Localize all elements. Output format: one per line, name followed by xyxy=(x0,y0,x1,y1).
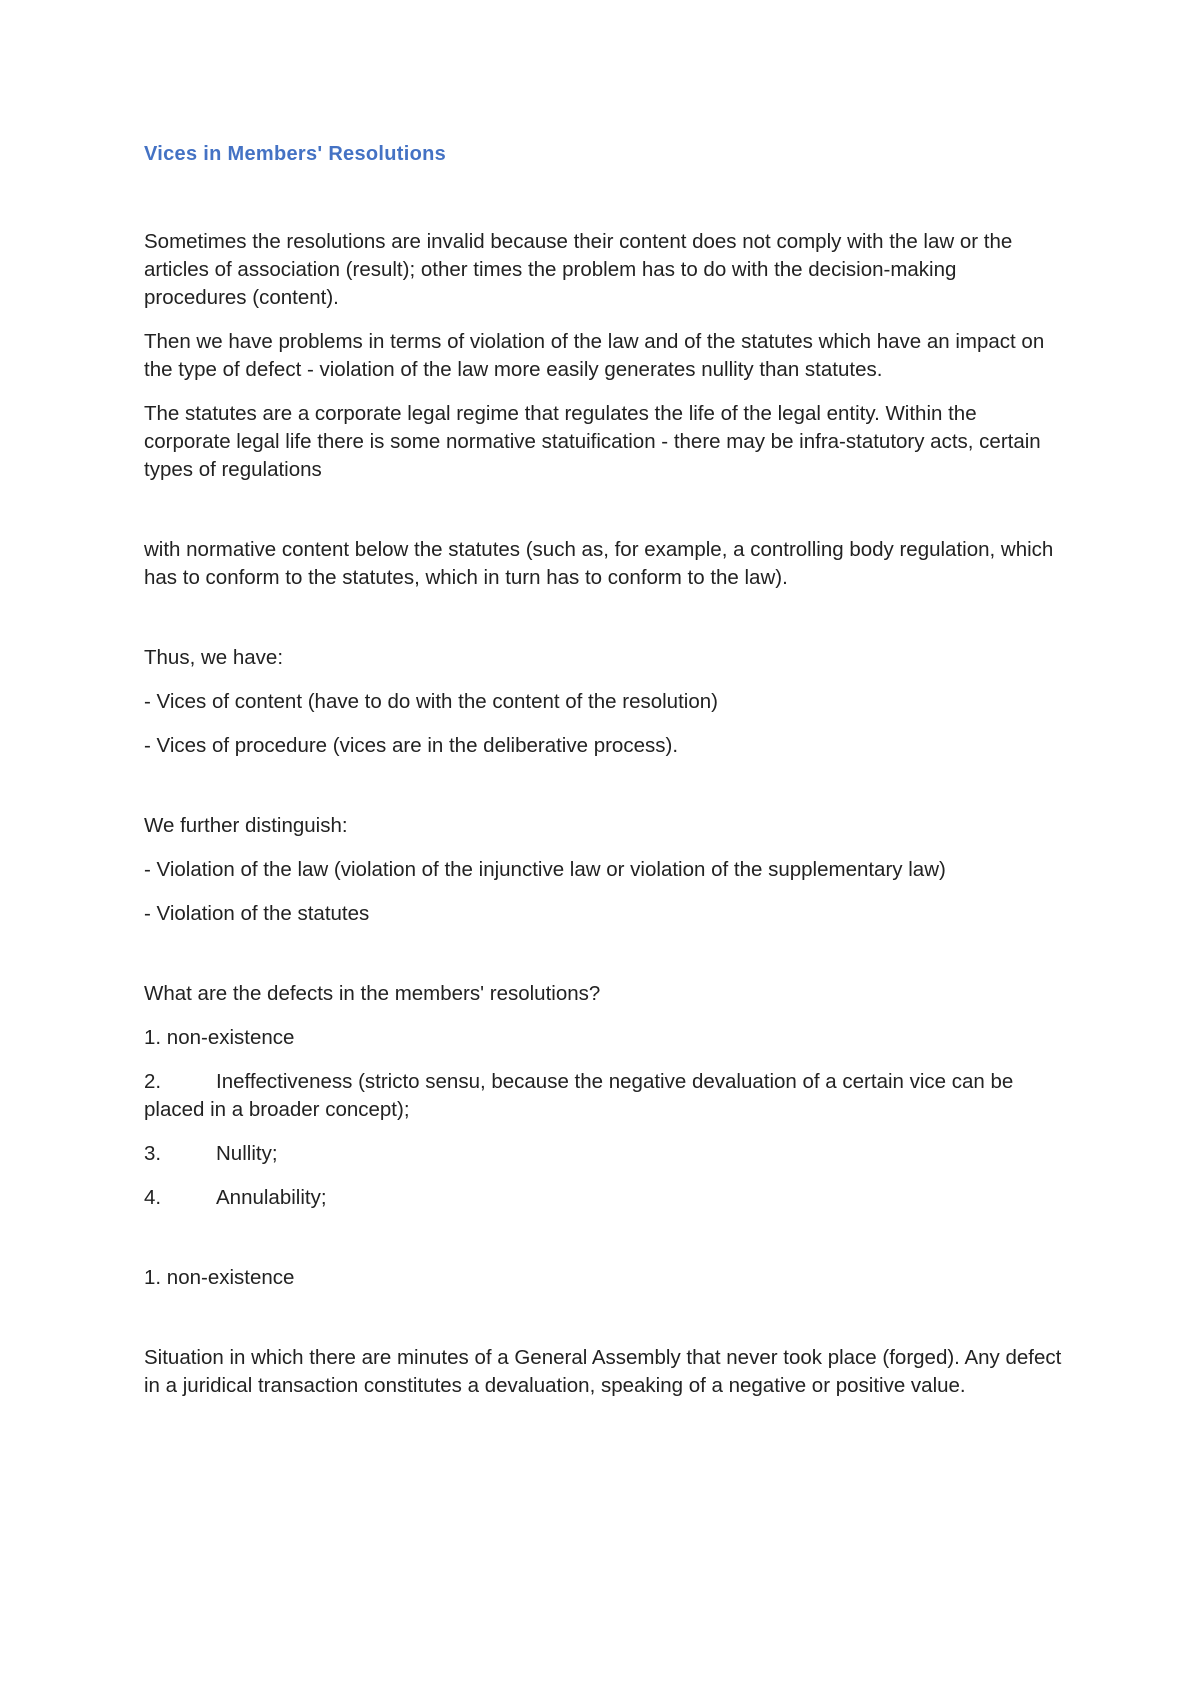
defects-item-3 xyxy=(144,1140,1064,1168)
defects-item-4-text: Annulability; xyxy=(216,1186,327,1209)
thus-item-2: - Vices of procedure (vices are in the deliberative process). xyxy=(144,734,679,757)
defects-item-1: 1. non-existence xyxy=(144,1026,295,1049)
defects-question: What are the defects in the members' resolutions? xyxy=(144,982,601,1005)
thus-intro: Thus, we have: xyxy=(144,646,284,669)
distinguish-item-1: - Violation of the law (violation of the injunctive law or violation of the supplementary law) xyxy=(144,858,946,881)
defects-item-3-text: Nullity; xyxy=(216,1142,278,1165)
distinguish-intro: We further distinguish: xyxy=(144,814,348,837)
defects-item-4-number: 4. xyxy=(144,1186,162,1209)
document-body xyxy=(144,140,1064,1416)
defects-item-2-text-content: Ineffectiveness (stricto sensu, because the negative devaluation of a certain vice can be placed in a broader concept); xyxy=(144,1070,1014,1121)
paragraph-3: The statutes are a corporate legal regime that regulates the life of the legal entity. Within the corporate legal life there is some normative statuification - there may be infra-statutory acts, certain types of regulations xyxy=(144,402,1041,481)
defects-item-4 xyxy=(144,1184,1064,1212)
document-title: Vices in Members' Resolutions xyxy=(144,143,447,165)
section-heading: 1. non-existence xyxy=(144,1266,295,1289)
defects-item-2-text xyxy=(144,1068,1064,1124)
thus-item-1: - Vices of content (have to do with the content of the resolution) xyxy=(144,690,718,713)
distinguish-item-2: - Violation of the statutes xyxy=(144,902,370,925)
defects-item-2 xyxy=(144,1068,1064,1124)
paragraph-1: Sometimes the resolutions are invalid because their content does not comply with the law or the articles of association (result); other times the problem has to do with the decision-making procedures (content). xyxy=(144,230,1013,309)
paragraph-4: with normative content below the statutes (such as, for example, a controlling body regulation, which has to conform to the statutes, which in turn has to conform to the law). xyxy=(144,538,1054,589)
paragraph-final: Situation in which there are minutes of a General Assembly that never took place (forged). Any defect in a juridical transaction constitutes a devaluation, speaking of a negative or positive value. xyxy=(144,1346,1062,1397)
defects-item-2-number: 2. xyxy=(144,1070,162,1093)
defects-item-3-number: 3. xyxy=(144,1142,162,1165)
paragraph-2: Then we have problems in terms of violation of the law and of the statutes which have an impact on the type of defect - violation of the law more easily generates nullity than statutes. xyxy=(144,330,1045,381)
